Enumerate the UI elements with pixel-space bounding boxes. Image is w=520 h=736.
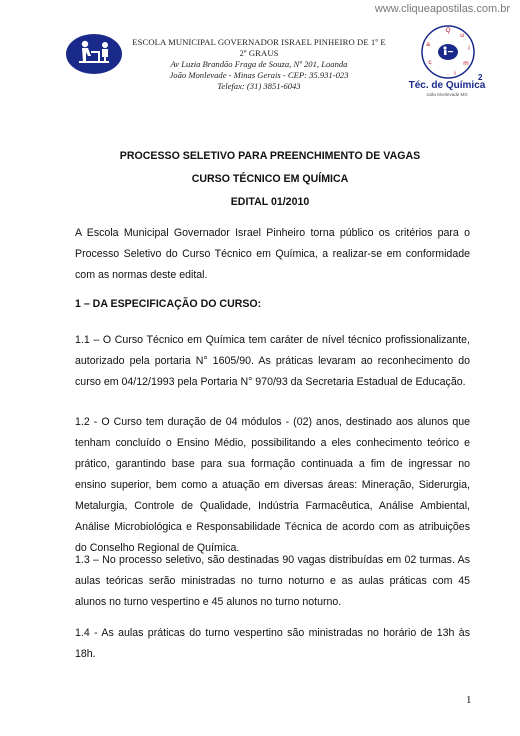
intro-paragraph: A Escola Municipal Governador Israel Pinheiro torna público os critérios para o Processo Seletivo do Curso Técnico em Química, a realizar-se em conformidade com as normas deste edital. bbox=[75, 227, 470, 281]
page-number: 1 bbox=[466, 694, 472, 706]
logo-letter: í bbox=[468, 45, 470, 52]
item-1-3: 1.3 – No processo seletivo, são destinadas 90 vagas distribuídas em 02 turmas. As aulas teóricas serão ministradas no turno noturno e as aulas práticas com 45 alunos no turno vespertino e 45 alunos no turno noturno. bbox=[75, 554, 470, 608]
logo-letter: c bbox=[428, 59, 432, 66]
document-subtitle: CURSO TÉCNICO EM QUÍMICA bbox=[191, 173, 349, 185]
logo-title: Téc. de Química bbox=[408, 80, 486, 91]
school-name: ESCOLA MUNICIPAL GOVERNADOR ISRAEL PINHEIRO DE 1º E 2º GRAUS bbox=[132, 37, 386, 58]
school-phone: Telefax: (31) 3851-6043 bbox=[217, 81, 301, 91]
edital-number: EDITAL 01/2010 bbox=[230, 196, 310, 208]
school-address: Av Luzia Brandão Fraga de Souza, Nº 201, Loanda bbox=[170, 59, 348, 69]
item-1-4: 1.4 - As aulas práticas do turno vespertino são ministradas no horário de 13h às 18h. bbox=[75, 627, 470, 660]
logo-subtitle: João Monlevade MG bbox=[426, 92, 468, 97]
logo-letter: Q bbox=[445, 27, 451, 34]
item-1-1: 1.1 – O Curso Técnico em Química tem caráter de nível técnico profissionalizante, autorizado pela portaria N° 1605/90. As práticas levaram ao reconhecimento do curso em 04/12/1993 pela Portaria N° 970/93 da Secretaria Estadual de Educação. bbox=[75, 334, 470, 388]
logo-letter: i bbox=[454, 70, 456, 77]
logo-letter: u bbox=[460, 32, 464, 39]
section-1-title: 1 – DA ESPECIFICAÇÃO DO CURSO: bbox=[75, 298, 262, 310]
letterhead bbox=[128, 37, 390, 92]
logo-letter: a bbox=[426, 41, 430, 48]
school-logo bbox=[65, 33, 123, 75]
item-1-2: 1.2 - O Curso tem duração de 04 módulos - (02) anos, destinado aos alunos que tenham concluído o Ensino Médio, possibilitando a eles conhecimento teórico e prático, garantindo base para sua formação continuada a fim de ingressar no ensino superior, bem como a atuação em diversas áreas: Mineração, Siderurgia, Metalurgia, Controle de Qualidade, Indústria Farmacêutica, Análise Ambiental, Análise Microbiológica e Responsabilidade Técnica de acordo com as atribuições do Conselho Regional de Química. bbox=[75, 416, 470, 554]
watermark-url[interactable]: www.cliqueapostilas.com.br bbox=[374, 3, 510, 15]
logo-number: 2 bbox=[478, 73, 483, 82]
document-title: PROCESSO SELETIVO PARA PREENCHIMENTO DE VAGAS bbox=[119, 150, 421, 162]
school-city: João Monlevade - Minas Gerais - CEP: 35.931-023 bbox=[169, 70, 349, 80]
logo-letter: m bbox=[463, 60, 469, 67]
